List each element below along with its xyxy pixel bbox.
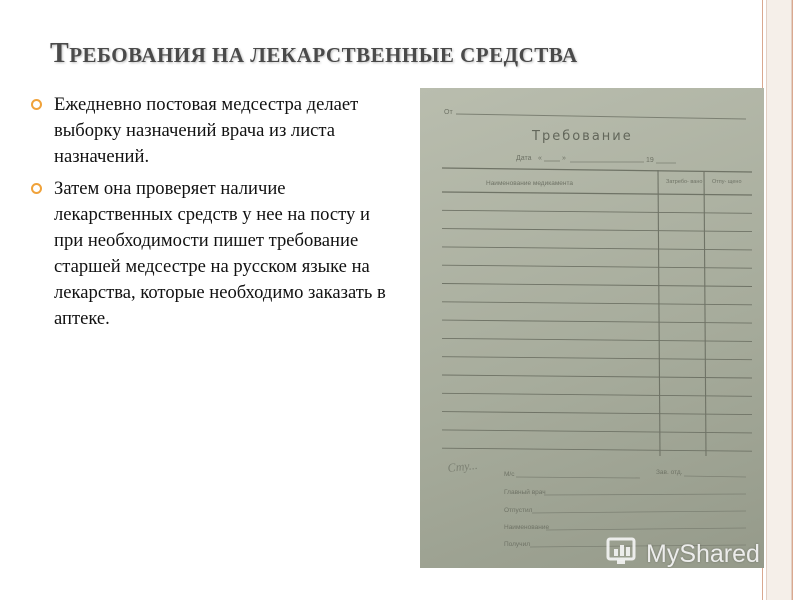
myshared-watermark — [606, 536, 760, 572]
bullet-list — [28, 92, 400, 338]
handwritten-signature: Сту... — [446, 457, 479, 475]
form-footer-named: Наименование — [504, 524, 550, 531]
form-table-row-line — [442, 302, 752, 305]
form-footer-received: Получил — [504, 541, 530, 548]
form-footer-dept: Зав. отд. — [656, 469, 683, 476]
form-footer-ms: М/с — [504, 471, 515, 478]
form-footer-chief-line — [544, 494, 746, 495]
form-from-label: От — [444, 109, 453, 116]
form-table-row-line — [442, 229, 752, 232]
form-table-row-line — [442, 247, 752, 250]
form-table-row-line — [442, 265, 752, 268]
slide-title — [50, 38, 750, 70]
title-first-letter: Т — [50, 38, 70, 69]
form-title: Требование — [532, 129, 633, 144]
form-year-suffix: 19 — [646, 157, 654, 164]
form-footer-dept-line — [684, 476, 746, 477]
slide-border-strip — [766, 0, 792, 600]
form-table-top-line — [442, 168, 752, 172]
form-table-col-divider-2 — [704, 171, 706, 456]
form-footer-ms-line — [516, 477, 640, 478]
form-from-line — [456, 114, 746, 119]
requisition-form-photo — [420, 88, 764, 568]
slide-border-line-outer — [792, 0, 793, 600]
form-date-label: Дата — [516, 155, 532, 162]
title-rest: РЕБОВАНИЯ НА ЛЕКАРСТВЕННЫЕ СРЕДСТВА — [69, 43, 578, 67]
form-footer-chief: Главный врач — [504, 489, 546, 496]
form-footer-released-line — [532, 511, 746, 513]
form-footer-named-line — [546, 528, 746, 530]
form-table-row-line — [442, 210, 752, 213]
requisition-form-drawing — [420, 88, 764, 568]
form-table-row-line — [442, 192, 752, 195]
form-table — [442, 168, 752, 456]
watermark-text: MyShared — [646, 539, 760, 568]
form-footer-released: Отпустил — [504, 507, 533, 514]
form-col-issued: Отпу- щено — [712, 179, 742, 185]
form-date-quote-close: » — [562, 155, 566, 162]
form-col-name: Наименование медикамента — [486, 180, 574, 187]
form-table-row-line — [442, 284, 752, 287]
bullet-item: Ежедневно постовая медсестра делает выборку назначений врача из листа назначений. — [28, 92, 400, 170]
bullet-item: Затем она проверяет наличие лекарственных средств у нее на посту и при необходимости пишет требование старшей медсестре на русском языке на лекарства, которые необходимо заказать в аптеке. — [28, 176, 400, 332]
myshared-logo-icon — [606, 535, 640, 574]
form-table-col-divider-1 — [658, 170, 660, 456]
form-col-ordered: Затребо- вано — [666, 179, 703, 185]
form-date-quote-open: « — [538, 155, 542, 162]
